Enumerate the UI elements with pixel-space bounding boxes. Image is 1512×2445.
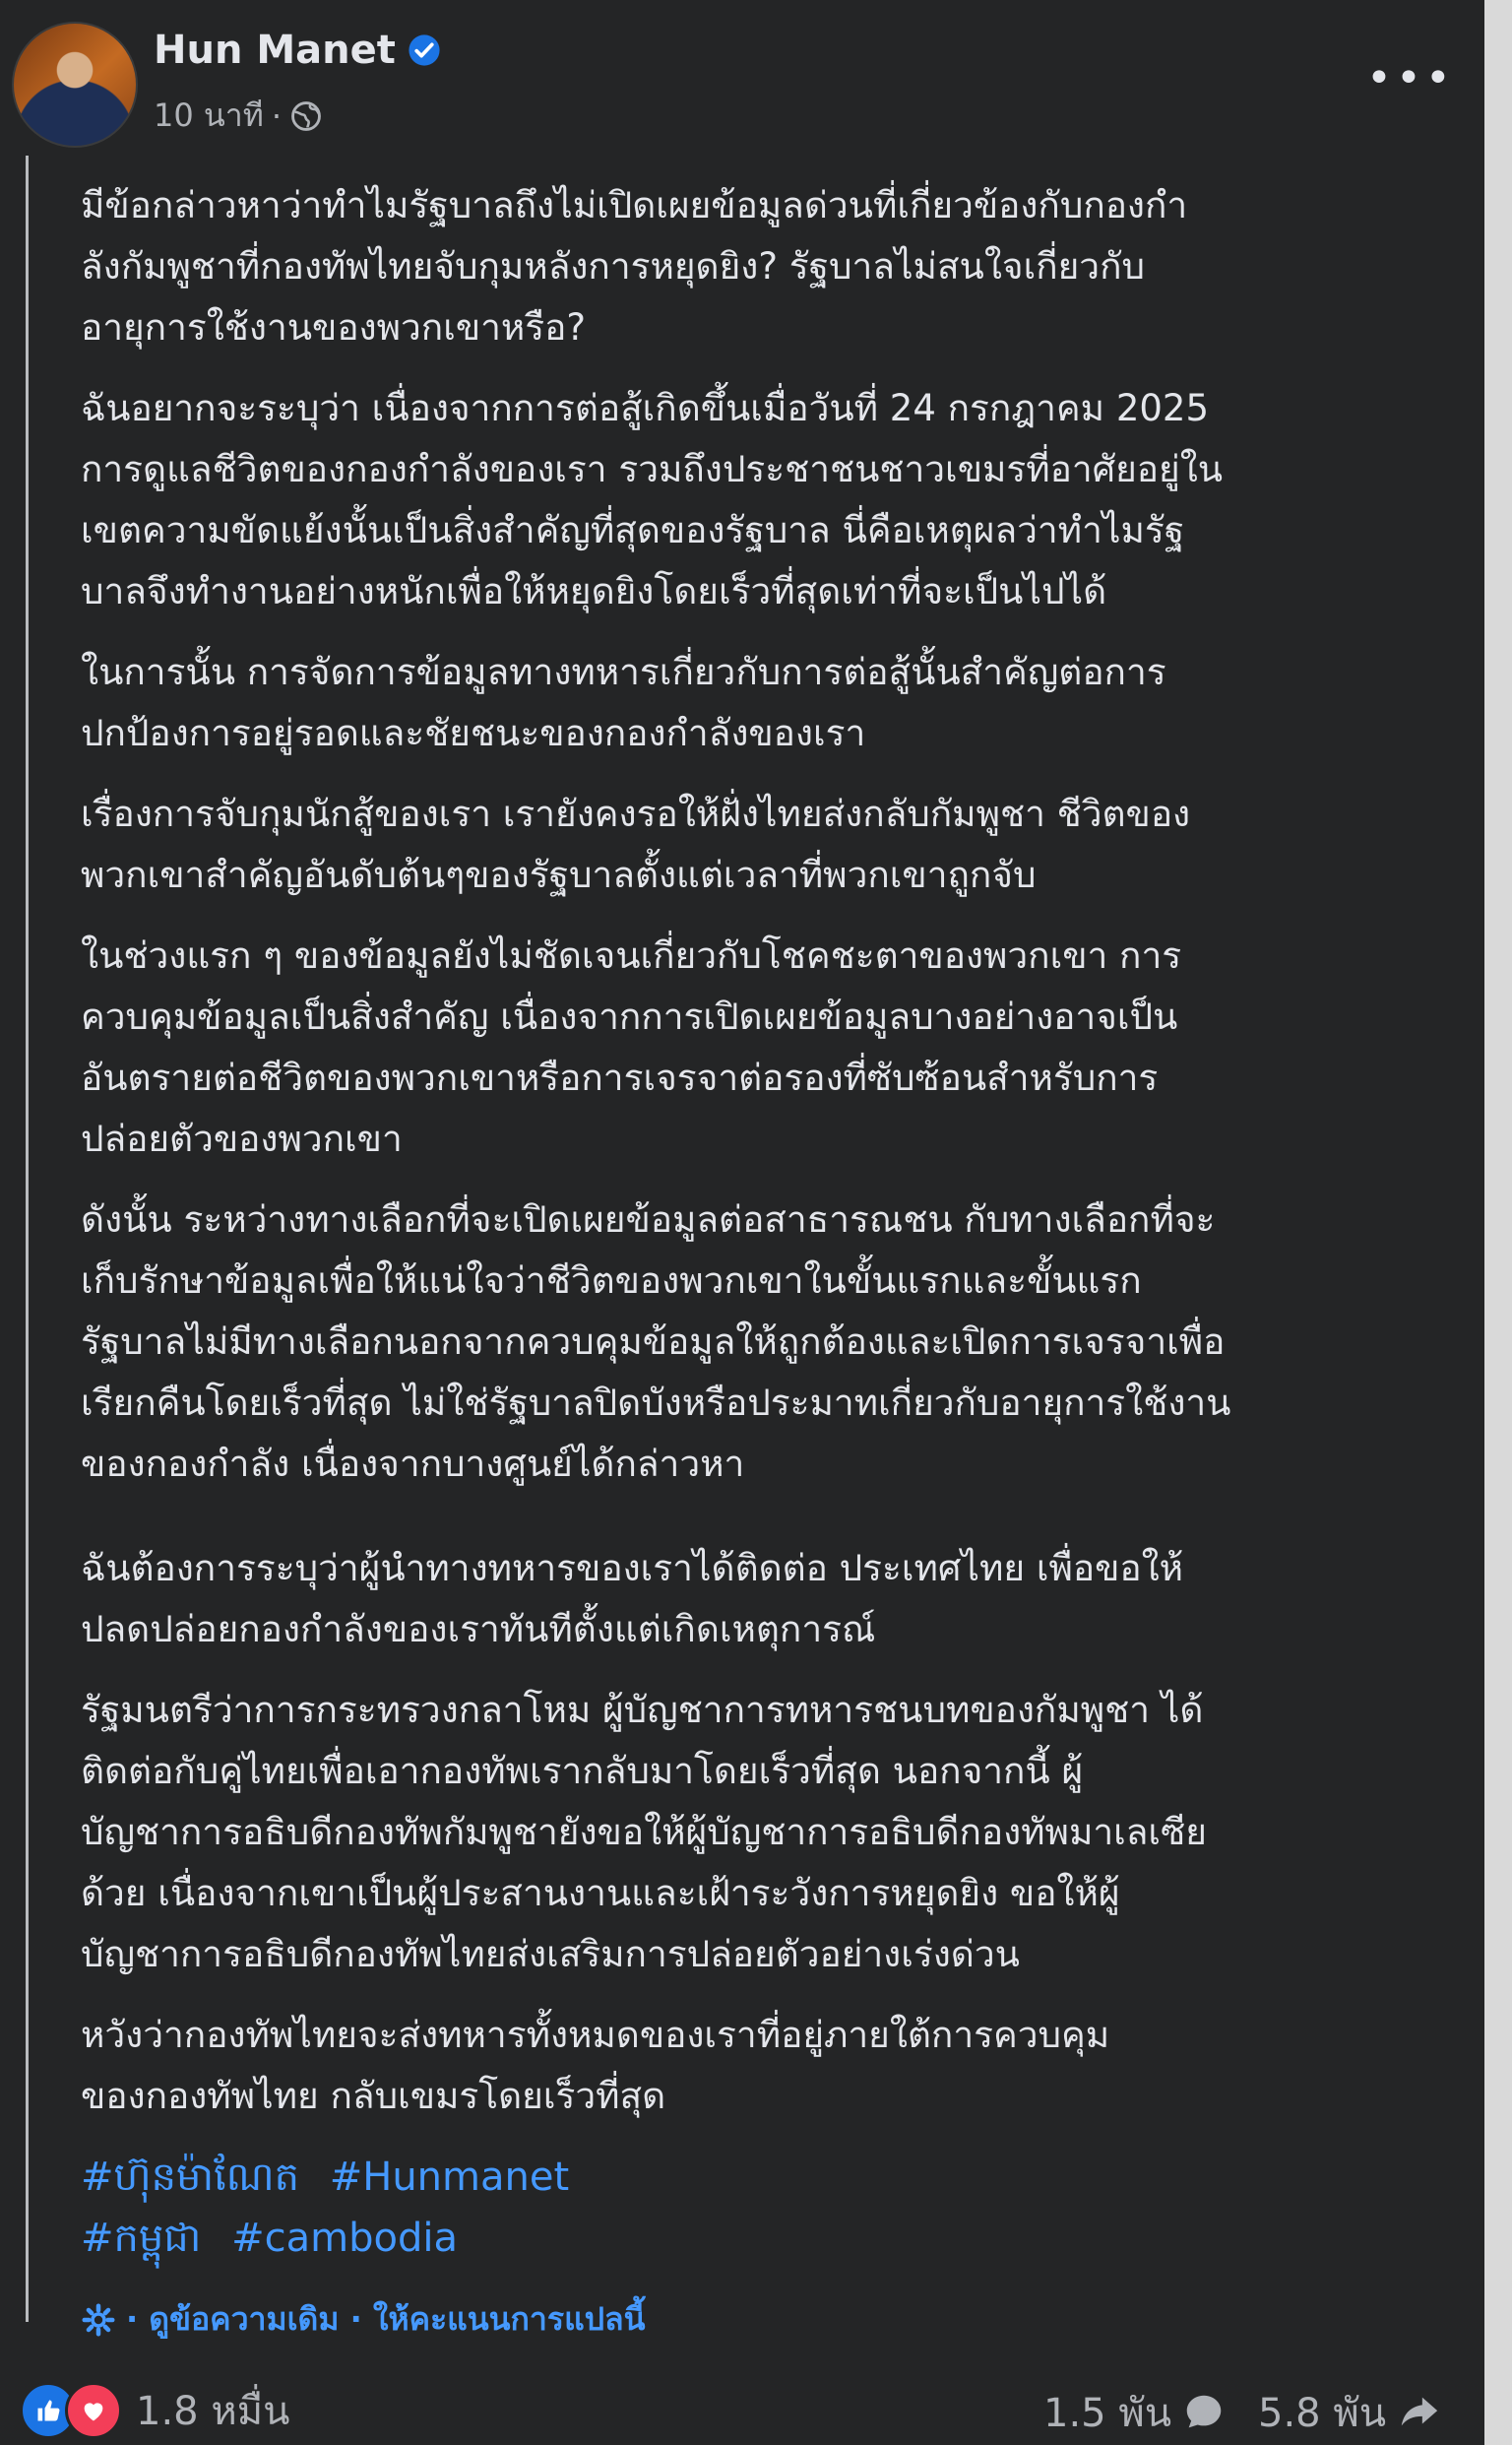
reactions-count: 1.8 หมื่น [136, 2389, 290, 2434]
reactions-summary[interactable] [20, 2379, 289, 2442]
profile-avatar[interactable] [12, 22, 138, 148]
post-paragraph: ดังนั้น ระหว่างทางเลือกที่จะเปิดเผยข้อมูลต่อสาธารณชน กับทางเลือกที่จะ เก็บรักษาข้อมูลเพื่อให้แน่ใจว่าชีวิตของพวกเขาในขั้นแรกและขั้นแรก รัฐบาลไม่มีทางเลือกนอกจากควบคุมข้อมูลให้ถูกต้องและเปิดการเจรจาเพื่อ เรียกคืนโดยเร็วที่สุด ไม่ใช่รัฐบาลปิดบังหรือประมาทเกี่ยวกับอายุการใช้งาน ของกองกำลัง เนื่องจากบางศูนย์ได้กล่าวหา [81, 1198, 1231, 1485]
share-icon [1396, 2390, 1441, 2435]
post-time[interactable]: 10 นาที [154, 97, 264, 134]
hashtag-link[interactable]: #កម្ពុជា [81, 2216, 202, 2261]
post-paragraph: ในการนั้น การจัดการข้อมูลทางทหารเกี่ยวกับการต่อสู้นั้นสำคัญต่อการ ปกป้องการอยู่รอดและชัยชนะของกองกำลังของเรา [81, 651, 1166, 754]
translation-links[interactable]: · ดูข้อความเดิม · ให้คะแนนการแปลนี้ [126, 2300, 646, 2338]
gear-icon[interactable] [81, 2302, 116, 2338]
comments-count: 1.5 พัน [1043, 2391, 1172, 2436]
author-row [154, 28, 441, 73]
post-paragraph: ฉันอยากจะระบุว่า เนื่องจากการต่อสู้เกิดขึ้นเมื่อวันที่ 24 กรกฎาคม 2025 การดูแลชีวิตของกองกำลังของเรา รวมถึงประชาชนชาวเขมรที่อาศัยอยู่ใน เขตความขัดแย้งนั้นเป็นสิ่งสำคัญที่สุดของรัฐบาล นี่คือเหตุผลว่าทำไมรัฐ บาลจึงทำงานอย่างหนักเพื่อให้หยุดยิงโดยเร็วที่สุดเท่าที่จะเป็นไปได้ [81, 387, 1224, 612]
translation-bar [81, 2294, 646, 2345]
meta-separator: · [271, 97, 282, 135]
post-paragraph: หวังว่ากองทัพไทยจะส่งทหารทั้งหมดของเราที่อยู่ภายใต้การควบคุม ของกองทัพไทย กลับเขมรโดยเร็วที่สุด [81, 2014, 1110, 2117]
verified-badge-icon [408, 33, 441, 67]
window-edge [1484, 0, 1512, 2445]
hashtag-link[interactable]: #ហ៊ុនម៉ាណែត [81, 2155, 299, 2200]
post-body [81, 175, 1439, 2147]
hashtag-link[interactable]: #cambodia [231, 2216, 458, 2261]
shares-stat[interactable] [1258, 2381, 1441, 2444]
post-paragraph: มีข้อกล่าวหาว่าทำไมรัฐบาลถึงไม่เปิดเผยข้อมูลด่วนที่เกี่ยวข้องกับกองกำ ลังกัมพูชาที่กองทัพไทยจับกุมหลังการหยุดยิง? รัฐบาลไม่สนใจเกี่ยวกับ อายุการใช้งานของพวกเขาหรือ? [81, 184, 1188, 349]
post-paragraph: ฉันต้องการระบุว่าผู้นำทางทหารของเราได้ติดต่อ ประเทศไทย เพื่อขอให้ ปลดปล่อยกองกำลังของเราทันทีตั้งแต่เกิดเหตุการณ์ [81, 1547, 1184, 1650]
more-options-button[interactable]: ••• [1366, 53, 1455, 103]
author-name[interactable]: Hun Manet [154, 28, 396, 73]
hashtags [81, 2147, 587, 2269]
comments-stat[interactable] [1043, 2381, 1227, 2444]
love-reaction-icon [65, 2382, 122, 2439]
post-paragraph: ในช่วงแรก ๆ ของข้อมูลยังไม่ชัดเจนเกี่ยวกับโชคชะตาของพวกเขา การ ควบคุมข้อมูลเป็นสิ่งสำคัญ เนื่องจากการเปิดเผยข้อมูลบางอย่างอาจเป็น อันตรายต่อชีวิตของพวกเขาหรือการเจรจาต่อรองที่ซับซ้อนสำหรับการ ปล่อยตัวของพวกเขา [81, 934, 1182, 1160]
hashtag-link[interactable]: #Hunmanet [329, 2155, 570, 2200]
post-paragraph: รัฐมนตรีว่าการกระทรวงกลาโหม ผู้บัญชาการทหารชนบทของกัมพูชา ได้ ติดต่อกับคู่ไทยเพื่อเอากองทัพเรากลับมาโดยเร็วที่สุด นอกจากนี้ ผู้ บัญชาการอธิบดีกองทัพกัมพูชายังขอให้ผู้บัญชาการอธิบดีกองทัพมาเลเซีย ด้วย เนื่องจากเขาเป็นผู้ประสานงานและเฝ้าระวังการหยุดยิง ขอให้ผู้ บัญชาการอธิบดีกองทัพไทยส่งเสริมการปล่อยตัวอย่างเร่งด่วน [81, 1689, 1207, 1975]
comment-icon [1181, 2390, 1227, 2435]
quote-bar [26, 156, 29, 2322]
post-meta [154, 91, 323, 141]
shares-count: 5.8 พัน [1258, 2391, 1387, 2436]
post-paragraph: เรื่องการจับกุมนักสู้ของเรา เรายังคงรอให้ฝั่งไทยส่งกลับกัมพูชา ชีวิตของ พวกเขาสำคัญอันดับต้นๆของรัฐบาลตั้งแต่เวลาที่พวกเขาถูกจับ [81, 793, 1191, 896]
globe-icon [289, 99, 323, 133]
post-footer [20, 2381, 1457, 2440]
